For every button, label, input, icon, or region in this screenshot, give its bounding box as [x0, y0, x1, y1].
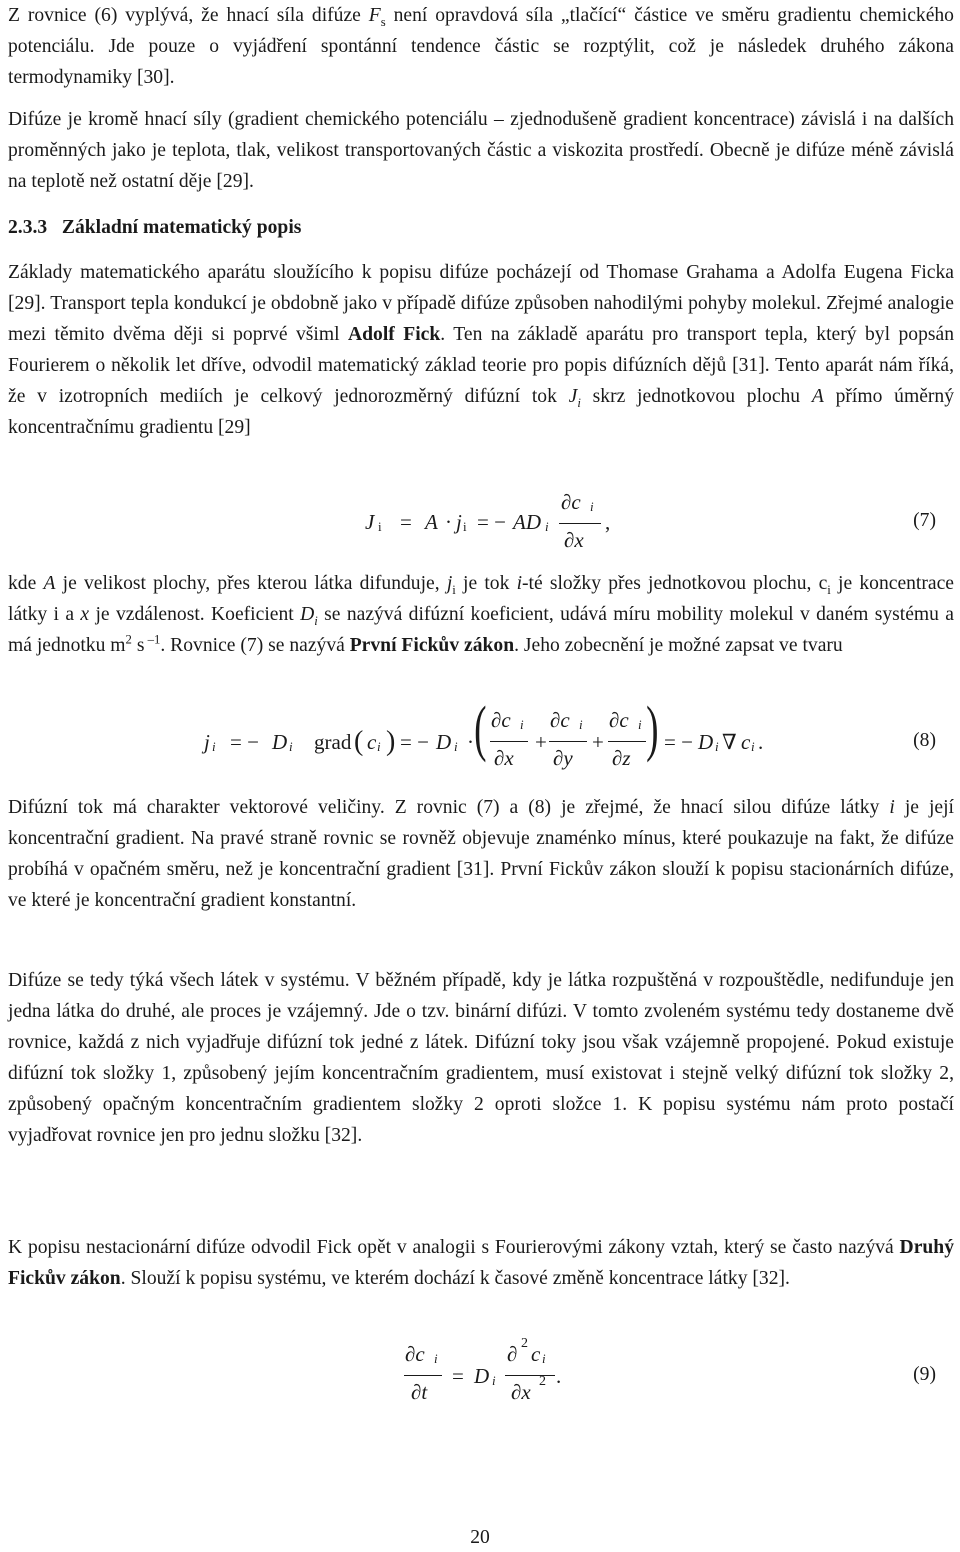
paragraph: Difúzní tok má charakter vektorové veličiny. Z rovnic (7) a (8) je zřejmé, že hnací silou difúze látky i je její koncentrační gradient. Na pravé straně rovnic se rovněž objevuje znaménko mínus, které poukazuje na fakt, že difúze probíhá v opačném směru, než je koncentrační gradient [31]. První Fickův zákon slouží k popisu stacionárních difúze, ve které je koncentrační gradient konstantní.	[8, 797, 955, 911]
equation-8: j i = − D i grad ( c i ) = − D i · ( ∂c i ∂x + ∂c i ∂y + ∂c i ∂z ) = − D i ∇ c i . (8)	[8, 702, 954, 790]
fraction-dc-dt: ∂c i ∂t	[404, 1342, 442, 1416]
paragraph: kde A je velikost plochy, přes kterou látka difunduje, $j_i$ je tok i-té složky přes jednotkovou plochu, $c_i$ je koncentrace látky i a x je vzdálenost. Koeficient $D_i$ se nazývá difúzní koeficient, udává míru mobility molekul v daném systému a má jednotku $m^2$ s $^{-1}$. Rovnice (7) se nazývá První Fickův zákon. Jeho zobecnění je možné zapsat ve tvaru	[8, 573, 954, 656]
equation-9: ∂c i ∂t = D i ∂ 2 c i ∂x 2 . (9)	[8, 1336, 954, 1418]
paragraph: Difúze je kromě hnací síly (gradient chemického potenciálu – zjednodušeně gradient koncentrace) závislá i na dalších proměnných jako je teplota, tlak, velikost transportovaných částic a viskozita prostředí. Obecně je difúze méně závislá na teplotě než ostatní děje [29].	[8, 109, 954, 192]
paragraph: K popisu nestacionární difúze odvodil Fick opět v analogii s Fourierovými zákony vztah, který se často nazývá Druhý Fickův zákon. Slouží k popisu systému, ve kterém dochází k časové změně koncentrace látky [32].	[8, 1237, 954, 1289]
fraction-dc-dy: ∂c i ∂y	[549, 708, 587, 782]
fraction-dc-dz: ∂c i ∂z	[608, 708, 646, 782]
paragraph: Z rovnice (6) vyplývá, že hnací síla difúze $F_s$ není opravdová síla „tlačící“ částice ve směru gradientu chemického potenciálu. Jde pouze o vyjádření spontánní tendence částic se rozptýlit, což je následek druhého zákona termodynamiky [30].	[8, 5, 954, 88]
paragraph: Základy matematického aparátu sloužícího k popisu difúze pocházejí od Thomase Grahama a Adolfa Eugena Ficka [29]. Transport tepla kondukcí je obdobně jako v případě difúze způsoben nahodilými pohyby molekul. Zřejmé analogie mezi těmito dvěma ději si poprvé všiml Adolf Fick. Ten na základě aparátu pro transport tepla, který byl popsán Fourierem o několik let dříve, odvodil matematický základ teorie pro popis difúzních dějů [31]. Tento aparát nám říká, že v izotropních mediích je celkový jednorozměrný difúzní tok $J_i$ skrz jednotkovou plochu A přímo úměrný koncentračnímu gradientu [29]	[8, 262, 955, 438]
page-number: 20	[470, 1527, 490, 1548]
equation-number: (9)	[913, 1364, 936, 1385]
fraction-d2c-dx2: ∂ 2 c i ∂x 2	[505, 1340, 555, 1416]
equation-number: (8)	[913, 730, 936, 751]
fraction-dc-dx: ∂c i ∂x	[559, 490, 601, 560]
equation-number: (7)	[913, 510, 936, 531]
fraction-dc-dx: ∂c i ∂x	[490, 708, 528, 782]
equation-7: J i = A · j i = − AD i ∂c i ∂x , (7)	[8, 484, 954, 564]
section-heading: 2.3.3 Základní matematický popis	[8, 217, 302, 238]
paragraph: Difúze se tedy týká všech látek v systému. V běžném případě, kdy je látka rozpuštěná v rozpouštědle, nedifunduje jen jedna látka do druhé, ale proces je vzájemný. Jde o tzv. binární difúzi. V tomto zvoleném systému tedy dostaneme dvě rovnice, každá z nich vyjadřuje difúzní tok jedné z látek. Difúzní toky jsou však vzájemně propojené. Pokud existuje difúzní tok složky 1, způsobený jejím koncentračním gradientem, musí existovat i stejně velký difúzní tok složky 2, způsobený opačným koncentračním gradientem složky 2 oproti složce 1. K popisu systému nám proto postačí vyjadřovat rovnice jen pro jednu složku [32].	[8, 970, 954, 1146]
